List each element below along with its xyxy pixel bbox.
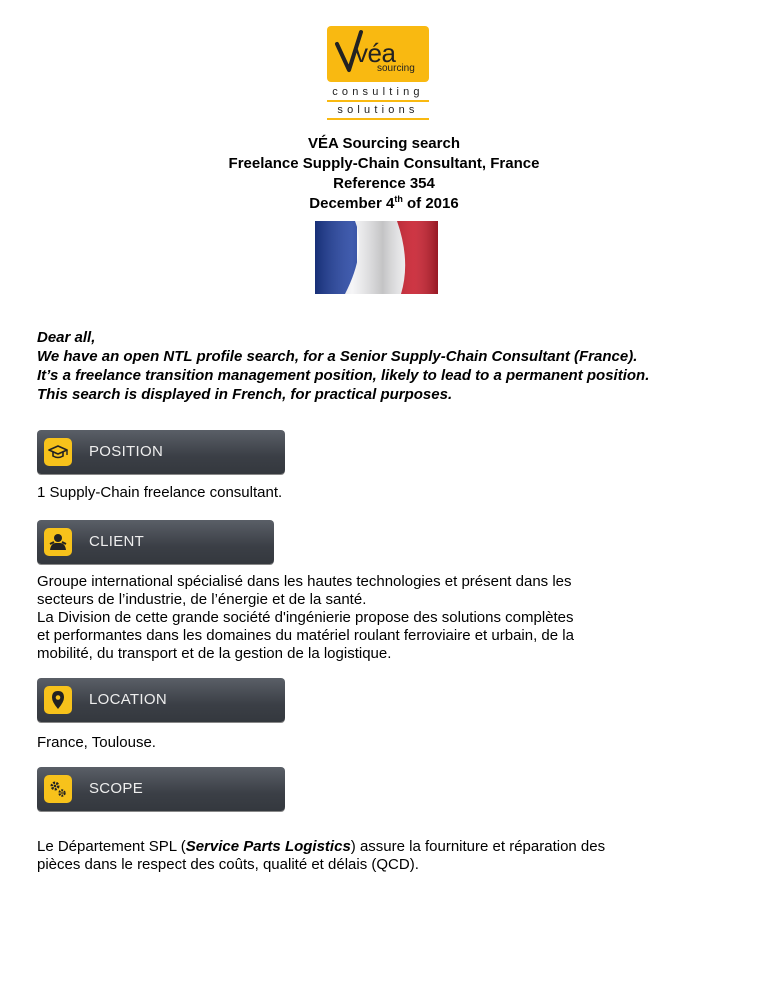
- map-pin-icon: [44, 686, 72, 714]
- logo-mark: [327, 26, 429, 82]
- logo-rule: [327, 100, 429, 102]
- document-header: [0, 134, 768, 214]
- section-label: SCOPE: [89, 780, 144, 797]
- vea-logo: [327, 26, 429, 121]
- client-text-line: La Division de cette grande société d'ingénierie propose des solutions complètes: [37, 609, 574, 626]
- section-header-client: [37, 520, 274, 564]
- section-header-scope: [37, 767, 285, 811]
- header-position: Freelance Supply-Chain Consultant, France: [228, 155, 540, 172]
- date-prefix: December 4: [309, 195, 395, 212]
- location-text: France, Toulouse.: [37, 734, 156, 751]
- client-text-line: et performantes dans les domaines du matériel roulant ferroviaire et urbain, de la: [37, 627, 574, 644]
- scope-text-pre: Le Département SPL (: [37, 838, 186, 855]
- scope-text-line: pièces dans le respect des coûts, qualité et délais (QCD).: [37, 856, 419, 873]
- header-reference: Reference 354: [333, 175, 435, 192]
- scope-text: [37, 838, 697, 874]
- intro-line: We have an open NTL profile search, for a Senior Supply-Chain Consultant (France).: [37, 348, 638, 365]
- intro-line: It’s a freelance transition management position, likely to lead to a permanent position.: [37, 367, 650, 384]
- section-label: CLIENT: [89, 533, 145, 550]
- intro-greeting: Dear all,: [37, 329, 96, 346]
- scope-text-line: [37, 838, 697, 856]
- client-text-line: Groupe international spécialisé dans les hautes technologies et présent dans les: [37, 573, 572, 590]
- date-sup: th: [394, 194, 403, 204]
- section-header-position: [37, 430, 285, 474]
- person-icon: [44, 528, 72, 556]
- logo-tagline-1: consulting: [332, 86, 424, 98]
- client-text-line: mobilité, du transport et de la gestion de la logistique.: [37, 645, 392, 662]
- header-date: [0, 194, 768, 214]
- scope-text-post: ) assure la fourniture et réparation des: [350, 838, 606, 855]
- section-header-location: [37, 678, 285, 722]
- graduation-cap-icon: [44, 438, 72, 466]
- intro-paragraph: [37, 328, 737, 404]
- logo-sub: sourcing: [377, 63, 415, 74]
- france-flag-icon: [315, 221, 438, 294]
- client-text-line: secteurs de l’industrie, de l’énergie et de la santé.: [37, 591, 367, 608]
- logo-rule: [327, 118, 429, 120]
- section-label: LOCATION: [89, 691, 167, 708]
- scope-text-emphasis: Service Parts Logistics: [185, 838, 351, 855]
- date-suffix: of 2016: [402, 195, 459, 212]
- position-text: 1 Supply-Chain freelance consultant.: [37, 484, 283, 501]
- section-label: POSITION: [89, 443, 164, 460]
- gears-icon: [44, 775, 72, 803]
- header-title: VÉA Sourcing search: [308, 135, 460, 152]
- intro-line: This search is displayed in French, for practical purposes.: [37, 386, 453, 403]
- logo-brand: véa: [355, 38, 396, 68]
- logo-tagline-2: solutions: [337, 104, 419, 116]
- client-text: [37, 573, 697, 663]
